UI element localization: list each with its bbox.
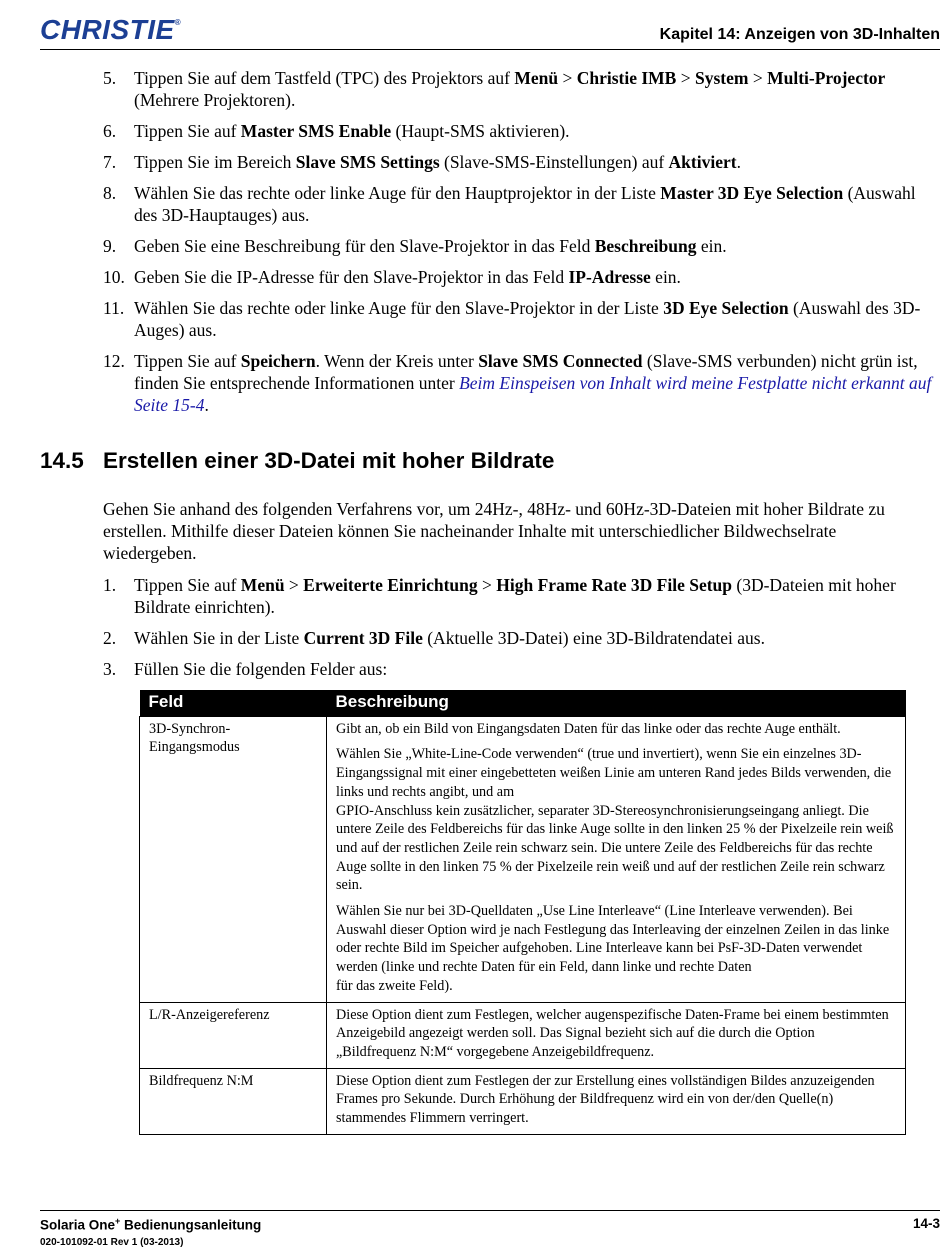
ui-term: Christie IMB — [576, 68, 677, 88]
step-number: 3. — [103, 659, 117, 679]
step-text: . — [736, 152, 741, 172]
step-text: > — [284, 575, 304, 595]
ui-term: Master SMS Enable — [240, 121, 392, 141]
ui-term: IP-Adresse — [568, 267, 651, 287]
ui-term: Current 3D File — [303, 628, 423, 648]
ui-term: Beschreibung — [594, 236, 697, 256]
field-name-cell: Bildfrequenz N:M — [140, 1068, 327, 1134]
step-text: . Wenn der Kreis unter — [315, 351, 479, 371]
section-title: Erstellen einer 3D-Datei mit hoher Bildrate — [103, 448, 555, 473]
list-item — [40, 151, 940, 173]
header-divider — [40, 49, 940, 50]
step-text: Tippen Sie auf — [134, 351, 241, 371]
description-cell — [327, 716, 906, 1002]
list-item — [40, 235, 940, 257]
chapter-title: Kapitel 14: Anzeigen von 3D-Inhalten — [659, 26, 940, 43]
step-number: 6. — [103, 121, 117, 141]
ui-term: Aktiviert — [668, 152, 737, 172]
step-text: (Aktuelle 3D-Datei) eine 3D-Bildratendatei aus. — [422, 628, 765, 648]
table-row — [140, 1068, 906, 1134]
table-header-field: Feld — [140, 690, 327, 716]
step-text: Tippen Sie auf dem Tastfeld (TPC) des Projektors auf — [134, 68, 515, 88]
field-name-cell: 3D-Synchron- Eingangsmodus — [140, 716, 327, 1002]
christie-logo: CHRISTIE® — [40, 14, 182, 45]
field-name-cell: L/R-Anzeigereferenz — [140, 1002, 327, 1068]
step-text: Geben Sie eine Beschreibung für den Slave-Projektor in das Feld — [134, 236, 595, 256]
step-text: Tippen Sie auf — [134, 121, 241, 141]
ui-term: Erweiterte Einrichtung — [303, 575, 478, 595]
steps-list-hfr-setup — [40, 574, 940, 689]
description-paragraph: Diese Option dient zum Festlegen, welcher augenspezifische Daten-Frame bei einem bestimmten Anzeigebild angezeigt werden soll. Das Signal bezieht sich auf die durch die Option „Bildfrequenz N:M“ vorgegebene Anzeigebildfrequenz. — [336, 1006, 889, 1060]
step-text: (Slave-SMS-Einstellungen) auf — [439, 152, 669, 172]
step-text: Wählen Sie in der Liste — [134, 628, 304, 648]
list-item — [40, 120, 940, 142]
ui-term: System — [694, 68, 749, 88]
step-number: 9. — [103, 236, 117, 256]
step-text: > — [676, 68, 695, 88]
step-text: (Auswahl des 3D-Auges) aus. — [134, 298, 921, 340]
table-header-row — [140, 690, 906, 716]
step-number: 5. — [103, 68, 117, 88]
description-paragraph: Diese Option dient zum Festlegen der zur Erstellung eines vollständigen Bildes anzuzeigenden Frames pro Sekunde. Durch Erhöhung der Bildfrequenz wird ein von der/den Quelle(n) stammendes Flimmern verringert. — [336, 1072, 875, 1127]
step-number: 7. — [103, 152, 117, 172]
table-header-description: Beschreibung — [327, 690, 906, 716]
ui-term: High Frame Rate 3D File Setup — [496, 575, 733, 595]
step-text: Wählen Sie das rechte oder linke Auge für den Slave-Projektor in der Liste — [134, 298, 664, 318]
ui-term: 3D Eye Selection — [663, 298, 789, 318]
footer-divider — [40, 1210, 940, 1211]
step-text: (Auswahl des 3D-Hauptauges) aus. — [134, 183, 916, 225]
list-item — [40, 67, 940, 111]
step-text: (Haupt-SMS aktivieren). — [391, 121, 570, 141]
description-cell — [327, 1002, 906, 1068]
document-number: 020-101092-01 Rev 1 (03-2013) — [40, 1237, 184, 1248]
list-item — [40, 297, 940, 341]
list-item — [40, 627, 940, 649]
ui-term: Speichern — [240, 351, 316, 371]
step-text: > — [558, 68, 577, 88]
step-text: Tippen Sie auf — [134, 575, 241, 595]
step-text: . — [204, 395, 209, 415]
fields-table — [139, 690, 906, 1135]
step-number: 8. — [103, 183, 117, 203]
table-row — [140, 716, 906, 1002]
description-paragraph: Wählen Sie „White-Line-Code verwenden“ (true und invertiert), wenn Sie ein einzelnes 3D-Eingangssignal mit einer eingebetteten weißen Linie am unteren Rand jedes Bilds verwenden, die links und rechts angibt, und am GPIO-Anschluss kein zusätzlicher, separater 3D-Stereosynchronisierungseingang anliegt. Die untere Zeile des Feldbereichs für das linke Auge sollte in den linken 25 % der Pixelzeile rein weiß und auf der restlichen Zeile rein schwarz sein. Die untere Zeile des Feldbereichs für das rechte Auge sollte in den linken 75 % der Pixelzeile rein weiß und auf der restlichen Zeile rein schwarz sein. — [336, 746, 894, 894]
ui-term: Menü — [240, 575, 285, 595]
list-item — [40, 658, 940, 680]
description-cell — [327, 1068, 906, 1134]
step-text: > — [477, 575, 497, 595]
section-number: 14.5 — [40, 448, 84, 473]
ui-term: Menü — [514, 68, 559, 88]
section-heading — [40, 448, 554, 474]
step-text: (3D-Dateien mit hoher Bildrate einrichten). — [134, 575, 896, 617]
step-text: Wählen Sie das rechte oder linke Auge für den Hauptprojektor in der Liste — [134, 183, 661, 203]
list-item — [40, 266, 940, 288]
table-row — [140, 1002, 906, 1068]
description-paragraph: Gibt an, ob ein Bild von Eingangsdaten Daten für das linke oder das rechte Auge enthält. — [336, 720, 841, 737]
list-item — [40, 350, 940, 416]
step-number: 11. — [103, 298, 125, 318]
step-text: Füllen Sie die folgenden Felder aus: — [134, 659, 388, 679]
step-number: 2. — [103, 628, 117, 648]
step-text: ein. — [650, 267, 681, 287]
ui-term: Slave SMS Settings — [295, 152, 440, 172]
step-text: (Slave-SMS verbunden) nicht grün ist, finden Sie entsprechende Informationen unter — [134, 351, 918, 393]
description-paragraph: Wählen Sie nur bei 3D-Quelldaten „Use Line Interleave“ (Line Interleave verwenden). Bei Auswahl dieser Option wird je nach Festlegung das Interleaving der einzelnen Zeilen in das linke oder rechte Bild im Speicher aufgehoben. Line Interleave kann bei PsF-3D-Daten verwendet werden (linke und rechte Daten für ein Feld, dann linke und rechte Daten für das zweite Feld). — [336, 903, 890, 994]
ui-term: Master 3D Eye Selection — [660, 183, 844, 203]
step-text: ein. — [696, 236, 727, 256]
list-item — [40, 182, 940, 226]
step-text: Tippen Sie im Bereich — [134, 152, 296, 172]
step-text: > — [748, 68, 768, 88]
page-number: 14-3 — [912, 1216, 940, 1231]
step-number: 1. — [103, 575, 117, 595]
steps-list-multi-projector — [40, 67, 940, 425]
section-intro: Gehen Sie anhand des folgenden Verfahrens vor, um 24Hz-, 48Hz- und 60Hz-3D-Dateien mit hoher Bildrate zu erstellen. Mithilfe dieser Dateien können Sie nacheinander Inhalte mit unterschiedlicher Bildwechselrate wiedergeben. — [103, 499, 885, 563]
step-number: 10. — [103, 267, 125, 287]
list-item — [40, 574, 940, 618]
ui-term: Slave SMS Connected — [478, 351, 643, 371]
step-text: Geben Sie die IP-Adresse für den Slave-Projektor in das Feld — [134, 267, 569, 287]
manual-title: Solaria One+ Bedienungsanleitung — [40, 1216, 262, 1233]
cross-reference-link[interactable]: Beim Einspeisen von Inhalt wird meine Festplatte nicht erkannt auf Seite 15-4 — [134, 373, 932, 415]
ui-term: Multi-Projector — [767, 68, 886, 88]
step-number: 12. — [103, 351, 125, 371]
step-text: (Mehrere Projektoren). — [134, 90, 296, 110]
